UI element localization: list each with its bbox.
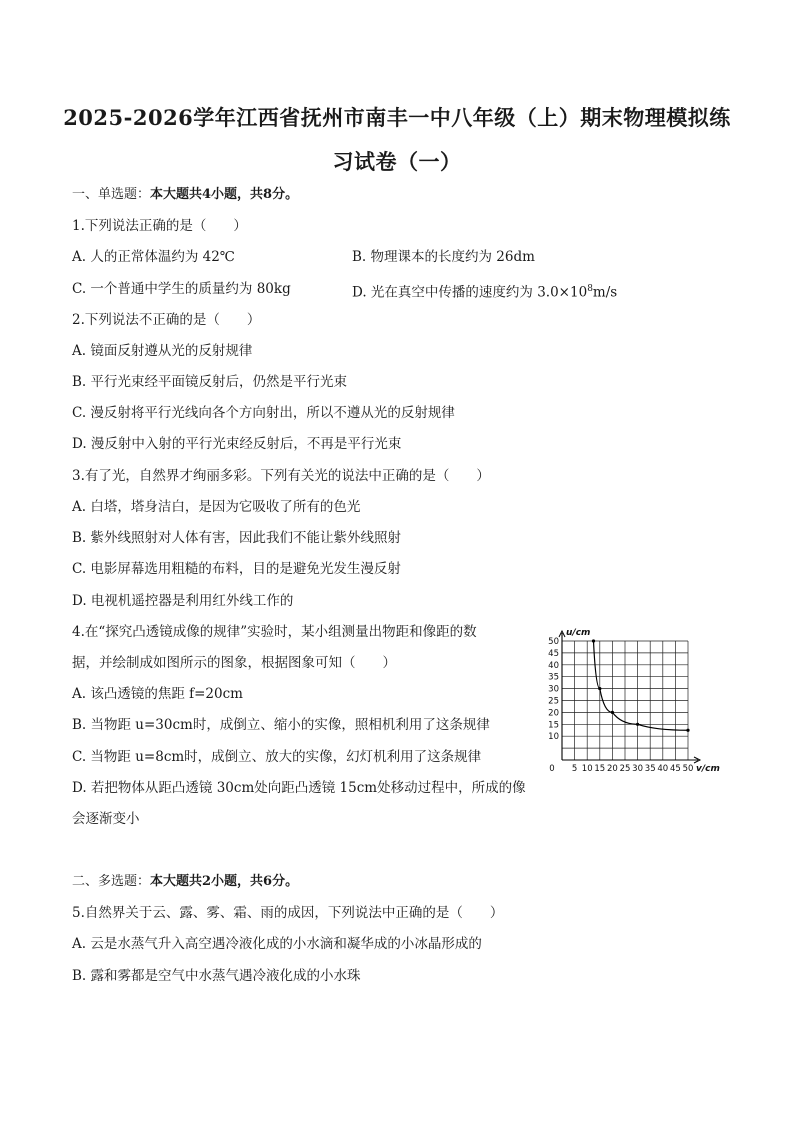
section-1-heading (72, 185, 298, 205)
q2-option-c: C. 漫反射将平行光线向各个方向射出，所以不遵从光的反射规律 (72, 405, 455, 421)
y-tick-label: 15 (548, 720, 559, 731)
q1-option-a: A. 人的正常体温约为 42℃ (72, 249, 235, 265)
q5-stem: 5.自然界关于云、露、雾、霜、雨的成因，下列说法中正确的是（ ） (72, 905, 504, 921)
q3-option-a: A. 白塔，塔身洁白，是因为它吸收了所有的色光 (72, 499, 361, 515)
x-tick-label: 10 (581, 764, 593, 774)
q4-option-a: A. 该凸透镜的焦距 f=20cm (72, 686, 243, 702)
x-tick-label: 30 (632, 764, 644, 774)
q4-option-d-line1: D. 若把物体从距凸透镜 30cm处向距凸透镜 15cm处移动过程中，所成的像 (72, 780, 526, 796)
q4-option-b: B. 当物距 u=30cm时，成倒立、缩小的实像，照相机利用了这条规律 (72, 717, 490, 733)
q4-option-d-line2: 会逐渐变小 (72, 811, 140, 827)
q3-stem: 3.有了光，自然界才绚丽多彩。下列有关光的说法中正确的是（ ） (72, 468, 490, 484)
graph-series (592, 639, 690, 731)
data-point (636, 723, 639, 726)
q5-option-b: B. 露和雾都是空气中水蒸气遇冷液化成的小水珠 (72, 968, 361, 984)
q4-stem-line2: 据，并绘制成如图所示的图象，根据图象可知（ ） (72, 655, 396, 671)
section-1-prefix: 一、单选题： (72, 187, 151, 202)
section-2-prefix: 二、多选题： (72, 874, 151, 889)
y-tick-label: 25 (548, 696, 559, 707)
exam-title-line1: 2025-2026学年江西省抚州市南丰一中八年级（上）期末物理模拟练 (63, 105, 731, 130)
data-point (598, 687, 601, 690)
x-tick-label: 25 (619, 764, 631, 774)
y-tick-label: 45 (548, 648, 559, 659)
y-tick-label: 30 (548, 684, 559, 695)
graph-ticks (548, 637, 693, 774)
x-tick-label: 0 (549, 764, 555, 774)
x-tick-label: 5 (571, 764, 578, 774)
y-tick-label: 50 (548, 637, 559, 647)
x-tick-label: 20 (606, 764, 618, 774)
q1-stem: 1.下列说法正确的是（ ） (72, 218, 247, 234)
q2-option-b: B. 平行光束经平面镜反射后，仍然是平行光束 (72, 374, 348, 390)
section-1-desc: 本大题共4小题，共8分。 (150, 187, 299, 202)
q3-option-c: C. 电影屏幕选用粗糙的布料，目的是避免光发生漫反射 (72, 561, 401, 577)
q3-option-b: B. 紫外线照射对人体有害，因此我们不能让紫外线照射 (72, 530, 402, 546)
graph-axes (559, 631, 700, 763)
q2-stem: 2.下列说法不正确的是（ ） (72, 312, 261, 328)
q4-option-c: C. 当物距 u=8cm时，成倒立、放大的实像，幻灯机利用了这条规律 (72, 749, 482, 765)
x-tick-label: 40 (657, 764, 669, 774)
q1-option-b: B. 物理课本的长度约为 26dm (352, 249, 535, 265)
data-point (611, 711, 614, 714)
series-curve (594, 641, 689, 730)
x-tick-label: 35 (644, 764, 656, 774)
x-tick-label: 50 (682, 764, 694, 774)
q1-option-d (352, 279, 617, 303)
q1-option-d-exponent: 8 (587, 284, 593, 294)
u-v-graph (538, 624, 728, 776)
exam-title-line2: 习试卷（一） (332, 149, 462, 174)
q2-option-a: A. 镜面反射遵从光的反射规律 (72, 343, 253, 359)
y-tick-label: 10 (548, 732, 559, 743)
x-tick-label: 15 (594, 764, 606, 774)
q1-option-d-unit: m/s (592, 284, 618, 301)
y-axis-label: u/cm (566, 628, 591, 638)
q3-option-d: D. 电视机遥控器是利用红外线工作的 (72, 593, 294, 609)
section-2-desc: 本大题共2小题，共6分。 (150, 874, 299, 889)
q5-option-a: A. 云是水蒸气升入高空遇冷液化成的小水滴和凝华成的小冰晶形成的 (72, 936, 482, 952)
section-2-heading (72, 872, 298, 892)
x-axis-label: v/cm (696, 764, 720, 774)
q1-option-d-pre: D. 光在真空中传播的速度约为 3.0×10 (352, 284, 588, 301)
q4-stem-line1: 4.在“探究凸透镜成像的规律”实验时，某小组测量出物距和像距的数 (72, 624, 477, 640)
y-tick-label: 35 (548, 672, 559, 683)
data-point (686, 729, 689, 732)
y-tick-label: 40 (548, 660, 559, 671)
q1-option-c: C. 一个普通中学生的质量约为 80kg (72, 281, 291, 297)
data-point (592, 639, 595, 642)
x-tick-label: 45 (669, 764, 681, 774)
y-tick-label: 20 (548, 708, 559, 719)
graph-grid (562, 641, 688, 760)
q2-option-d: D. 漫反射中入射的平行光束经反射后，不再是平行光束 (72, 436, 402, 452)
